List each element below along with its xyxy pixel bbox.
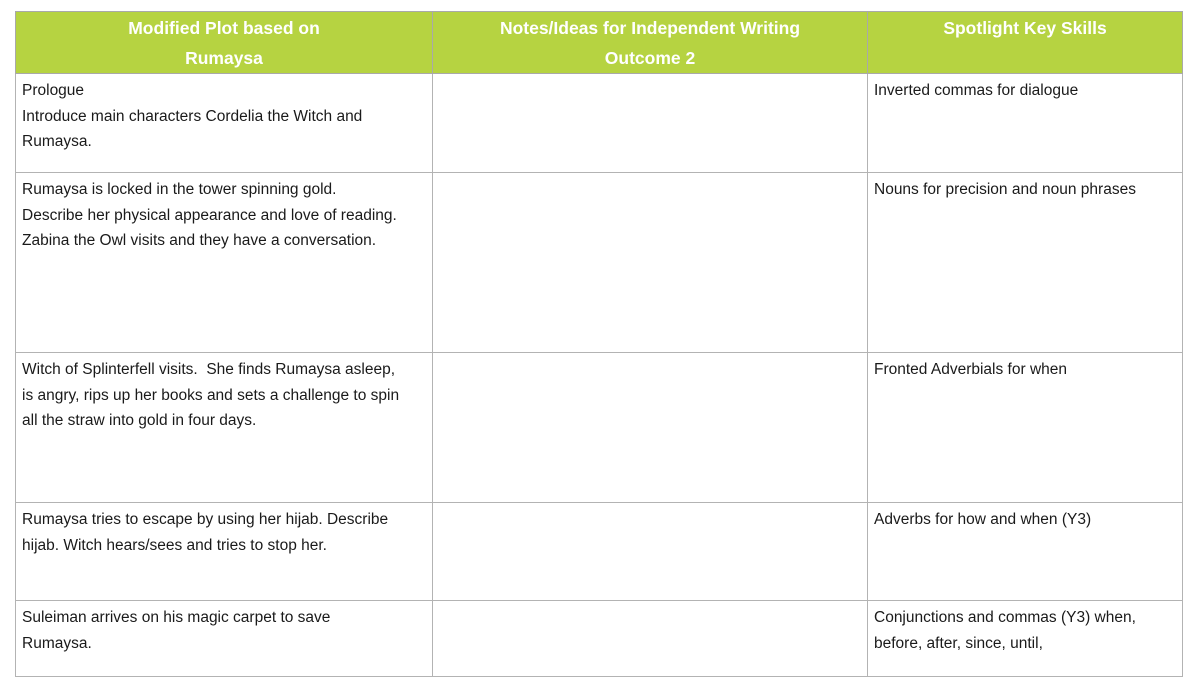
plot-line: Rumaysa. [22,133,92,150]
table-row [16,353,1183,503]
skills-cell [868,503,1183,601]
notes-cell[interactable] [433,74,868,173]
skills-cell [868,601,1183,677]
notes-cell[interactable] [433,503,868,601]
header-plot [16,12,433,74]
plot-cell [16,503,433,601]
table-row [16,503,1183,601]
header-notes-line: Outcome 2 [604,48,696,68]
plot-line: is angry, rips up her books and sets a challenge to spin [22,386,400,404]
plot-line: Rumaysa is locked in the tower spinning gold. [22,181,337,198]
skills-line: Conjunctions and commas (Y3) when, [874,609,1136,626]
header-plot-line: Rumaysa [185,48,263,68]
header-skills-line: Spotlight Key Skills [943,18,1107,38]
plot-planning-table [15,11,1183,677]
table-row [16,601,1183,677]
plot-cell [16,173,433,353]
skills-line: before, after, since, until, [874,634,1043,652]
skills-line: Adverbs for how and when (Y3) [874,511,1092,528]
plot-line: Suleiman arrives on his magic carpet to save [22,609,331,626]
header-notes [433,12,868,74]
skills-line: Nouns for precision and noun phrases [874,181,1136,198]
plot-line: Zabina the Owl visits and they have a conversation. [22,232,377,249]
plot-cell [16,353,433,503]
plot-line: Rumaysa tries to escape by using her hijab. Describe [22,511,389,528]
skills-cell [868,173,1183,353]
plot-line: Prologue [22,82,85,99]
notes-cell[interactable] [433,353,868,503]
plot-cell [16,74,433,173]
skills-line: Inverted commas for dialogue [874,82,1079,99]
header-skills [868,12,1183,74]
header-plot-line: Modified Plot based on [128,18,320,38]
table-row [16,173,1183,353]
notes-cell[interactable] [433,601,868,677]
skills-cell [868,74,1183,173]
plot-line: hijab. Witch hears/sees and tries to stop her. [22,536,327,554]
plot-line: Describe her physical appearance and love of reading. [22,206,397,224]
plot-line: Rumaysa. [22,634,92,652]
plot-cell [16,601,433,677]
notes-cell[interactable] [433,173,868,353]
header-notes-line: Notes/Ideas for Independent Writing [499,18,801,38]
plot-line: all the straw into gold in four days. [22,412,257,429]
plot-line: Introduce main characters Cordelia the Witch and [22,107,363,125]
skills-line: Fronted Adverbials for when [874,361,1067,378]
plot-line: Witch of Splinterfell visits. She finds Rumaysa asleep, [22,361,396,378]
skills-cell [868,353,1183,503]
table-row [16,74,1183,173]
header-row [16,12,1183,74]
